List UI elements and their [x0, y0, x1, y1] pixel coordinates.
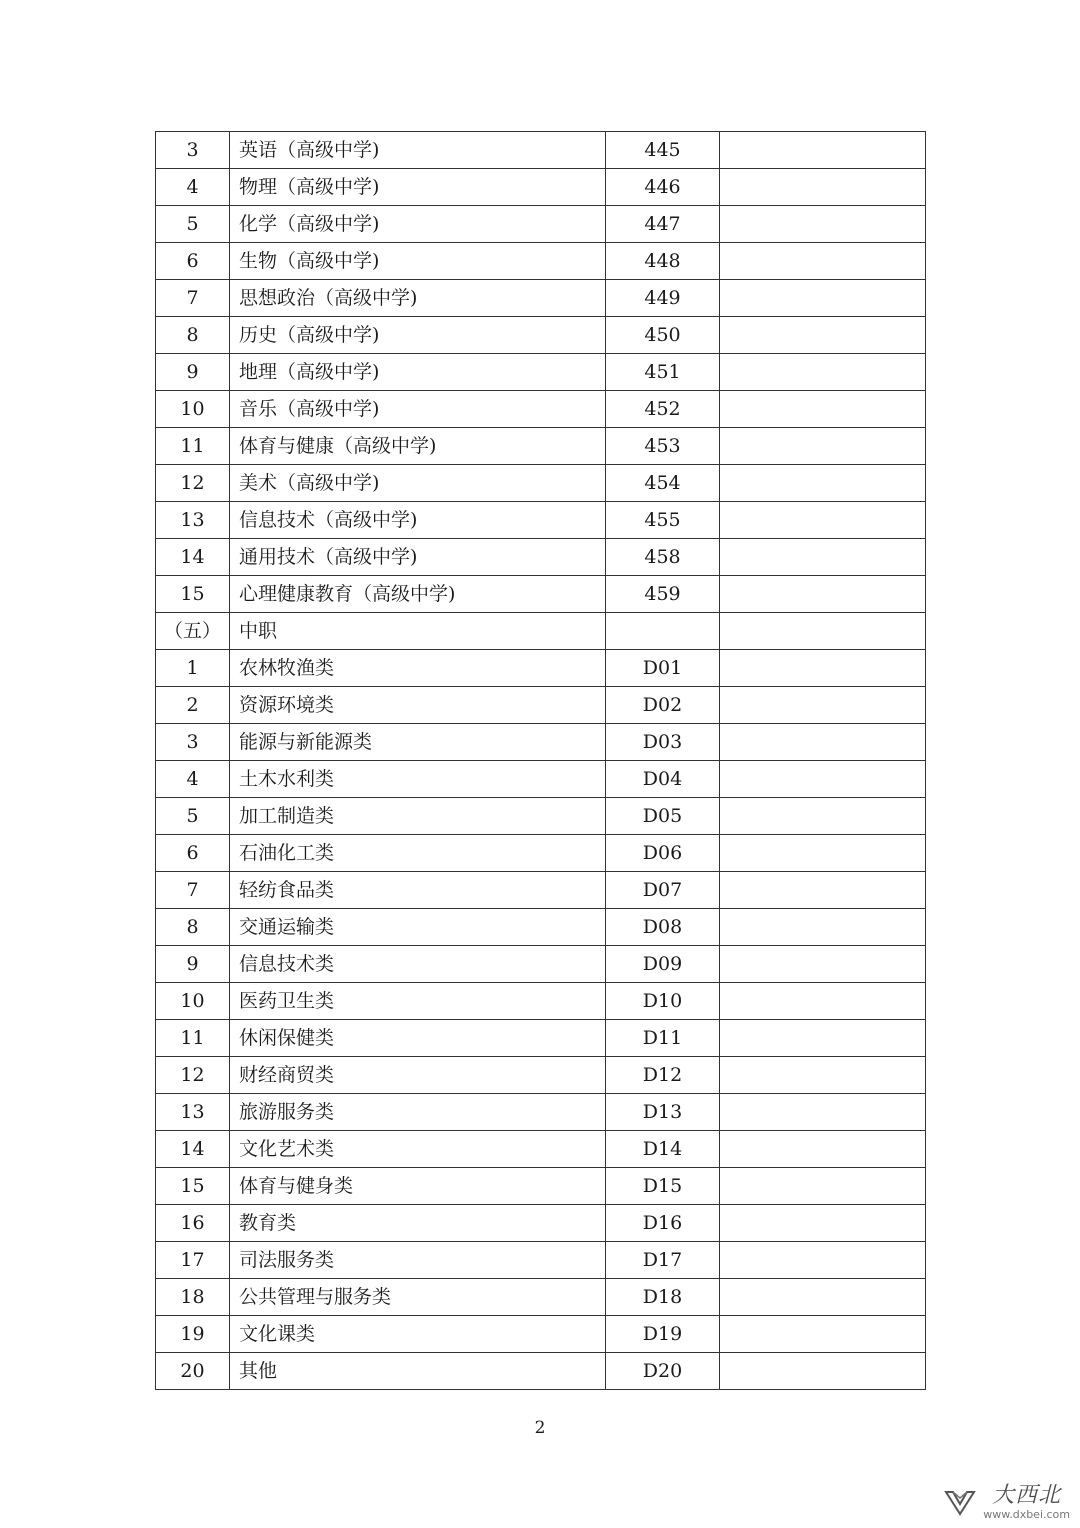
- remark-cell: [720, 1131, 926, 1168]
- subject-code: 452: [606, 391, 720, 428]
- table-row: [156, 909, 926, 946]
- row-number: 11: [156, 1020, 230, 1057]
- row-number: 5: [156, 798, 230, 835]
- subject-code: D13: [606, 1094, 720, 1131]
- remark-cell: [720, 687, 926, 724]
- subject-code: D03: [606, 724, 720, 761]
- subject-name: 能源与新能源类: [230, 724, 606, 761]
- subject-name: 文化课类: [230, 1316, 606, 1353]
- row-number: 18: [156, 1279, 230, 1316]
- row-number: 6: [156, 835, 230, 872]
- subject-code: D09: [606, 946, 720, 983]
- subject-code: D04: [606, 761, 720, 798]
- subject-code: D14: [606, 1131, 720, 1168]
- subject-name: 交通运输类: [230, 909, 606, 946]
- remark-cell: [720, 835, 926, 872]
- watermark-text-group: [983, 1485, 1070, 1520]
- row-number: 12: [156, 465, 230, 502]
- subject-name: 信息技术（高级中学): [230, 502, 606, 539]
- subject-name: 财经商贸类: [230, 1057, 606, 1094]
- row-number: 3: [156, 724, 230, 761]
- subject-name: 轻纺食品类: [230, 872, 606, 909]
- subject-code: D07: [606, 872, 720, 909]
- subject-name: 公共管理与服务类: [230, 1279, 606, 1316]
- subject-code: D18: [606, 1279, 720, 1316]
- row-number: 20: [156, 1353, 230, 1390]
- row-number: 8: [156, 317, 230, 354]
- subject-code: D05: [606, 798, 720, 835]
- subject-name: 休闲保健类: [230, 1020, 606, 1057]
- subject-code: D17: [606, 1242, 720, 1279]
- table-row: [156, 132, 926, 169]
- remark-cell: [720, 243, 926, 280]
- row-number: 10: [156, 391, 230, 428]
- row-number: 7: [156, 872, 230, 909]
- table-row: [156, 1353, 926, 1390]
- subject-name: 地理（高级中学): [230, 354, 606, 391]
- row-number: 12: [156, 1057, 230, 1094]
- subject-name: 体育与健身类: [230, 1168, 606, 1205]
- table-row: [156, 1131, 926, 1168]
- row-number: 17: [156, 1242, 230, 1279]
- remark-cell: [720, 317, 926, 354]
- subject-code: 450: [606, 317, 720, 354]
- remark-cell: [720, 465, 926, 502]
- subject-name: 加工制造类: [230, 798, 606, 835]
- table-row: [156, 1242, 926, 1279]
- remark-cell: [720, 539, 926, 576]
- row-number: 14: [156, 539, 230, 576]
- table-row: [156, 613, 926, 650]
- subject-code: 453: [606, 428, 720, 465]
- row-number: 4: [156, 169, 230, 206]
- table-row: [156, 465, 926, 502]
- row-number: 3: [156, 132, 230, 169]
- table-row: [156, 1057, 926, 1094]
- row-number: 13: [156, 1094, 230, 1131]
- row-number: 8: [156, 909, 230, 946]
- remark-cell: [720, 354, 926, 391]
- row-number: 16: [156, 1205, 230, 1242]
- page-number: 2: [534, 1418, 546, 1438]
- row-number: 9: [156, 354, 230, 391]
- remark-cell: [720, 206, 926, 243]
- remark-cell: [720, 909, 926, 946]
- subject-name: 旅游服务类: [230, 1094, 606, 1131]
- table-row: [156, 687, 926, 724]
- subject-code: 449: [606, 280, 720, 317]
- table-row: [156, 354, 926, 391]
- remark-cell: [720, 1094, 926, 1131]
- subject-name: 其他: [230, 1353, 606, 1390]
- watermark: [943, 1485, 1070, 1520]
- subject-name: 历史（高级中学): [230, 317, 606, 354]
- remark-cell: [720, 391, 926, 428]
- subject-code: D20: [606, 1353, 720, 1390]
- remark-cell: [720, 1316, 926, 1353]
- remark-cell: [720, 428, 926, 465]
- row-number: 7: [156, 280, 230, 317]
- remark-cell: [720, 1057, 926, 1094]
- row-number: 6: [156, 243, 230, 280]
- table-row: [156, 946, 926, 983]
- subject-code: 458: [606, 539, 720, 576]
- subject-code: D11: [606, 1020, 720, 1057]
- remark-cell: [720, 724, 926, 761]
- row-number: 11: [156, 428, 230, 465]
- subject-name: 思想政治（高级中学): [230, 280, 606, 317]
- subject-name: 资源环境类: [230, 687, 606, 724]
- remark-cell: [720, 280, 926, 317]
- watermark-url: www.dxbei.com: [983, 1508, 1070, 1521]
- subject-code: 459: [606, 576, 720, 613]
- subject-code: 446: [606, 169, 720, 206]
- row-number: 5: [156, 206, 230, 243]
- subject-code: 451: [606, 354, 720, 391]
- row-number: 14: [156, 1131, 230, 1168]
- row-number: 9: [156, 946, 230, 983]
- subject-code: D12: [606, 1057, 720, 1094]
- table-row: [156, 1316, 926, 1353]
- subject-name: 土木水利类: [230, 761, 606, 798]
- table-row: [156, 724, 926, 761]
- subject-name: 音乐（高级中学): [230, 391, 606, 428]
- subject-name: 英语（高级中学): [230, 132, 606, 169]
- row-number: 1: [156, 650, 230, 687]
- remark-cell: [720, 502, 926, 539]
- subject-name: 司法服务类: [230, 1242, 606, 1279]
- table-row: [156, 428, 926, 465]
- subject-code: D19: [606, 1316, 720, 1353]
- table-row: [156, 391, 926, 428]
- watermark-text: 大西北: [992, 1483, 1062, 1508]
- table-row: [156, 872, 926, 909]
- table-row: [156, 502, 926, 539]
- subject-name: 石油化工类: [230, 835, 606, 872]
- subject-name: 化学（高级中学): [230, 206, 606, 243]
- remark-cell: [720, 613, 926, 650]
- remark-cell: [720, 761, 926, 798]
- subject-code: 454: [606, 465, 720, 502]
- subject-name: 农林牧渔类: [230, 650, 606, 687]
- subject-code: D08: [606, 909, 720, 946]
- row-number: 4: [156, 761, 230, 798]
- table-row: [156, 983, 926, 1020]
- subject-code: 455: [606, 502, 720, 539]
- remark-cell: [720, 798, 926, 835]
- subject-name: 体育与健康（高级中学): [230, 428, 606, 465]
- table-row: [156, 1205, 926, 1242]
- remark-cell: [720, 1020, 926, 1057]
- table-row: [156, 539, 926, 576]
- subject-code: 445: [606, 132, 720, 169]
- subject-code: D10: [606, 983, 720, 1020]
- table-row: [156, 1094, 926, 1131]
- remark-cell: [720, 132, 926, 169]
- subject-code-table: [155, 131, 926, 1390]
- remark-cell: [720, 983, 926, 1020]
- subject-code: [606, 613, 720, 650]
- remark-cell: [720, 872, 926, 909]
- remark-cell: [720, 1242, 926, 1279]
- subject-name: 医药卫生类: [230, 983, 606, 1020]
- subject-code: D01: [606, 650, 720, 687]
- subject-name: 美术（高级中学): [230, 465, 606, 502]
- remark-cell: [720, 946, 926, 983]
- remark-cell: [720, 650, 926, 687]
- remark-cell: [720, 1205, 926, 1242]
- table-row: [156, 576, 926, 613]
- subject-code: D06: [606, 835, 720, 872]
- row-number: 2: [156, 687, 230, 724]
- dxbei-logo-icon: [943, 1488, 977, 1518]
- subject-name: 物理（高级中学): [230, 169, 606, 206]
- table-row: [156, 1279, 926, 1316]
- table-row: [156, 650, 926, 687]
- remark-cell: [720, 576, 926, 613]
- table-row: [156, 798, 926, 835]
- row-number: 10: [156, 983, 230, 1020]
- subject-code: D02: [606, 687, 720, 724]
- row-number: 15: [156, 576, 230, 613]
- remark-cell: [720, 1168, 926, 1205]
- table-row: [156, 243, 926, 280]
- subject-name: 中职: [230, 613, 606, 650]
- table-row: [156, 280, 926, 317]
- subject-code: 448: [606, 243, 720, 280]
- table-row: [156, 835, 926, 872]
- row-number: 13: [156, 502, 230, 539]
- table-row: [156, 206, 926, 243]
- table-row: [156, 1168, 926, 1205]
- table-row: [156, 761, 926, 798]
- table-row: [156, 317, 926, 354]
- subject-code: D15: [606, 1168, 720, 1205]
- remark-cell: [720, 1279, 926, 1316]
- subject-name: 通用技术（高级中学): [230, 539, 606, 576]
- row-number: 15: [156, 1168, 230, 1205]
- row-number: 19: [156, 1316, 230, 1353]
- subject-name: 文化艺术类: [230, 1131, 606, 1168]
- remark-cell: [720, 169, 926, 206]
- row-number: （五）: [156, 613, 230, 650]
- subject-name: 心理健康教育（高级中学): [230, 576, 606, 613]
- table-body: [156, 132, 926, 1390]
- remark-cell: [720, 1353, 926, 1390]
- subject-code: D16: [606, 1205, 720, 1242]
- subject-code: 447: [606, 206, 720, 243]
- table-row: [156, 1020, 926, 1057]
- subject-name: 信息技术类: [230, 946, 606, 983]
- subject-name: 生物（高级中学): [230, 243, 606, 280]
- table-row: [156, 169, 926, 206]
- subject-name: 教育类: [230, 1205, 606, 1242]
